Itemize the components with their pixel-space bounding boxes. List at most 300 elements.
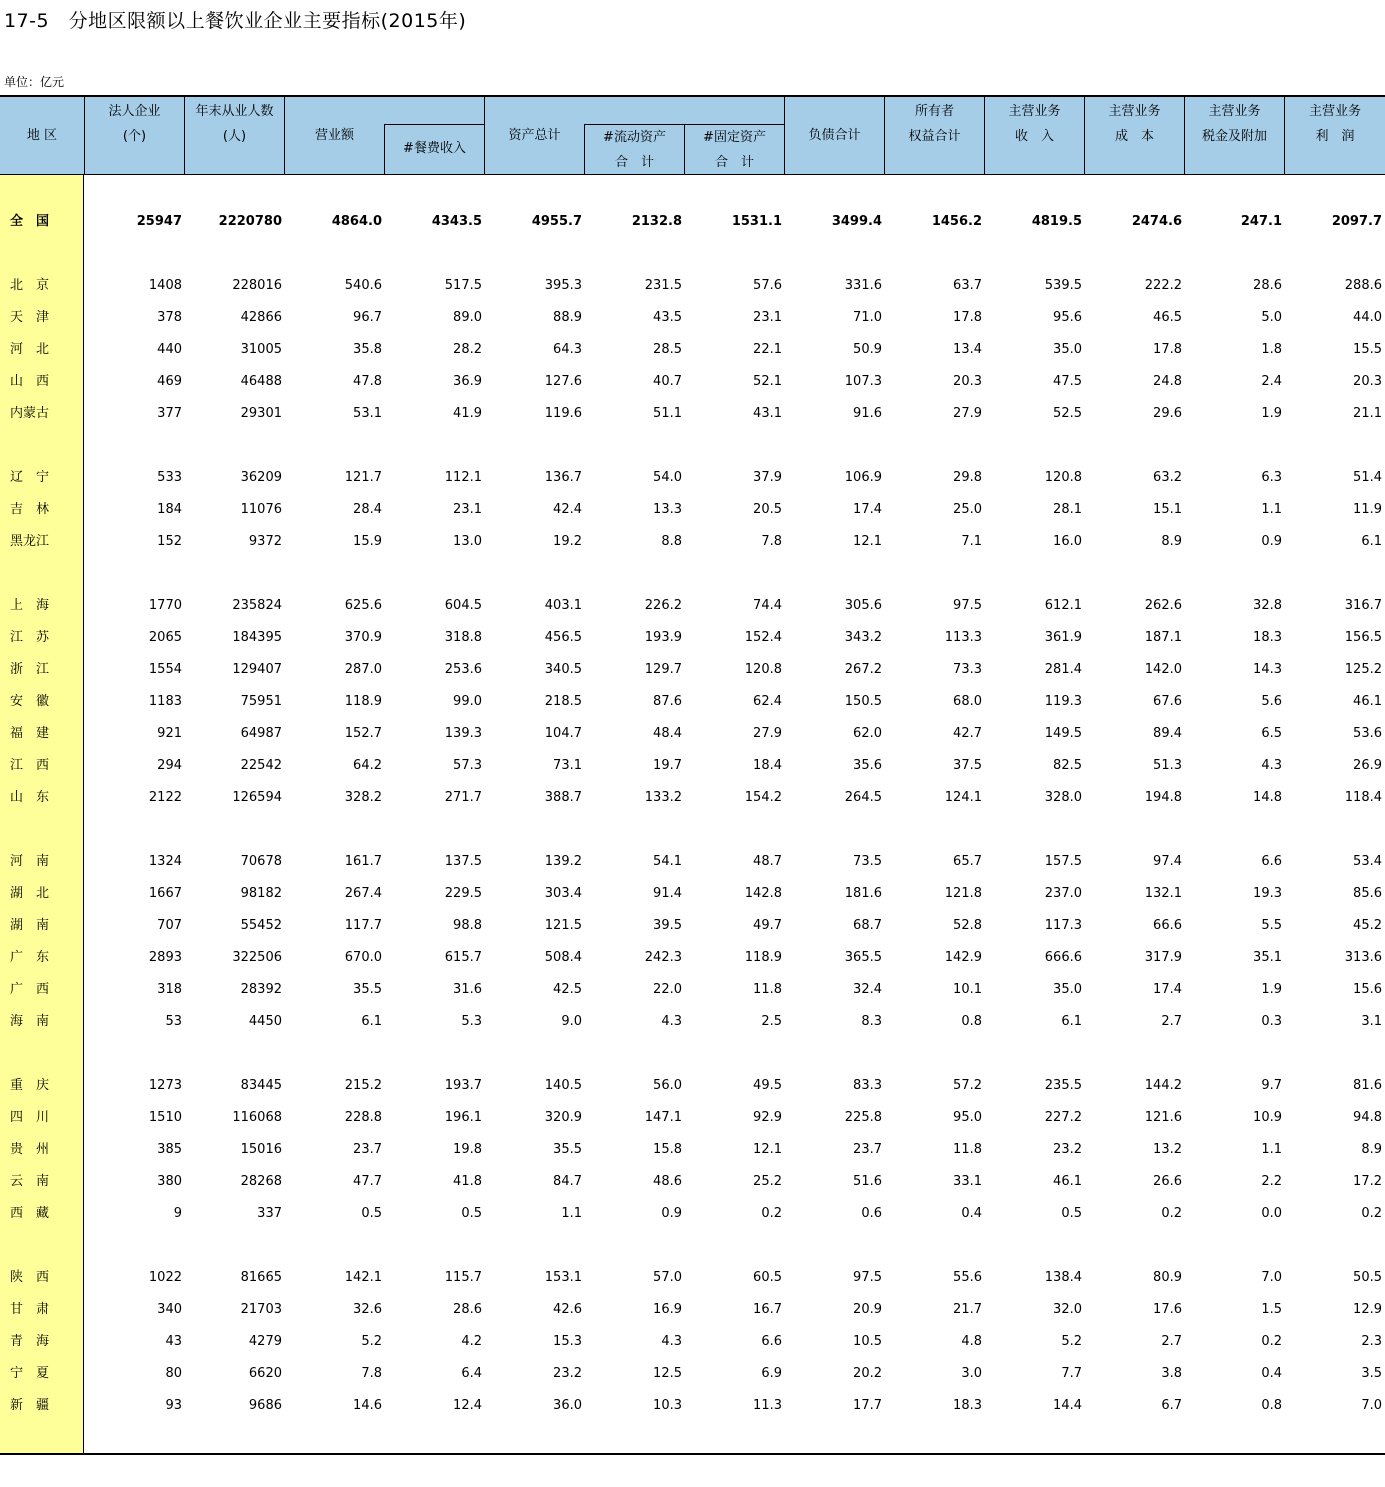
table-cell: 22542	[240, 758, 282, 773]
table-cell: 303.4	[544, 886, 582, 901]
table-cell: 19.3	[1253, 886, 1282, 901]
table-cell: 318	[157, 982, 182, 997]
table-cell: 142.9	[944, 950, 982, 965]
table-cell: 96.7	[353, 310, 382, 325]
table-cell: 48.4	[653, 726, 682, 741]
table-cell: 35.0	[1053, 342, 1082, 357]
table-cell: 28.1	[1053, 502, 1082, 517]
table-cell: 625.6	[344, 598, 382, 613]
table-cell: 120.8	[1044, 470, 1082, 485]
table-cell: 57.6	[753, 278, 782, 293]
table-cell: 0.2	[1261, 1334, 1282, 1349]
table-cell: 22.1	[753, 342, 782, 357]
table-cell: 361.9	[1044, 630, 1082, 645]
table-cell: 142.0	[1144, 662, 1182, 677]
table-cell: 136.7	[544, 470, 582, 485]
table-cell: 19.8	[453, 1142, 482, 1157]
table-cell: 0.3	[1261, 1014, 1282, 1029]
table-cell: 47.8	[353, 374, 382, 389]
row-region-label: 浙 江	[10, 662, 50, 677]
table-cell: 318.8	[444, 630, 482, 645]
table-cell: 1.8	[1261, 342, 1282, 357]
table-cell: 80.9	[1153, 1270, 1182, 1285]
table-cell: 218.5	[544, 694, 582, 709]
table-cell: 615.7	[444, 950, 482, 965]
table-cell: 6.9	[761, 1366, 782, 1381]
table-cell: 1.5	[1261, 1302, 1282, 1317]
table-cell: 53.6	[1353, 726, 1382, 741]
table-row	[0, 916, 1385, 936]
row-region-label: 云 南	[10, 1174, 50, 1189]
table-cell: 0.5	[461, 1206, 482, 1221]
table-cell: 28.4	[353, 502, 382, 517]
table-cell: 41.8	[453, 1174, 482, 1189]
table-cell: 16.0	[1053, 534, 1082, 549]
table-cell: 62.4	[753, 694, 782, 709]
table-cell: 47.5	[1053, 374, 1082, 389]
table-row	[0, 1364, 1385, 1384]
table-cell: 23.1	[753, 310, 782, 325]
table-cell: 52.5	[1053, 406, 1082, 421]
table-cell: 287.0	[344, 662, 382, 677]
table-cell: 68.0	[953, 694, 982, 709]
table-cell: 138.4	[1044, 1270, 1082, 1285]
table-cell: 150.5	[844, 694, 882, 709]
table-cell: 15.6	[1353, 982, 1382, 997]
table-cell: 328.2	[344, 790, 382, 805]
table-cell: 15.8	[653, 1142, 682, 1157]
table-cell: 313.6	[1344, 950, 1382, 965]
table-cell: 120.8	[744, 662, 782, 677]
table-cell: 2.7	[1161, 1014, 1182, 1029]
table-cell: 42866	[240, 310, 282, 325]
row-region-label: 西 藏	[10, 1206, 50, 1221]
table-cell: 10.5	[853, 1334, 882, 1349]
table-cell: 156.5	[1344, 630, 1382, 645]
table-cell: 88.9	[553, 310, 582, 325]
table-cell: 7.1	[961, 534, 982, 549]
table-cell: 140.5	[544, 1078, 582, 1093]
table-cell: 1456.2	[931, 214, 982, 229]
table-cell: 26.6	[1153, 1174, 1182, 1189]
table-row	[0, 1076, 1385, 1096]
table-cell: 666.6	[1044, 950, 1082, 965]
table-cell: 46.5	[1153, 310, 1182, 325]
table-cell: 118.9	[744, 950, 782, 965]
table-cell: 117.3	[1044, 918, 1082, 933]
header-revenue: 营业额	[284, 97, 384, 175]
table-cell: 24.8	[1153, 374, 1182, 389]
table-cell: 469	[157, 374, 182, 389]
table-cell: 14.4	[1053, 1398, 1082, 1413]
table-cell: 337	[257, 1206, 282, 1221]
table-cell: 17.8	[953, 310, 982, 325]
table-cell: 517.5	[444, 278, 482, 293]
table-cell: 52.8	[953, 918, 982, 933]
table-cell: 40.7	[653, 374, 682, 389]
table-cell: 1.9	[1261, 406, 1282, 421]
table-cell: 0.0	[1261, 1206, 1282, 1221]
table-cell: 0.5	[361, 1206, 382, 1221]
table-cell: 42.7	[953, 726, 982, 741]
table-cell: 13.0	[453, 534, 482, 549]
table-cell: 1324	[148, 854, 182, 869]
header-current-assets: #流动资产 合 计	[584, 124, 684, 175]
table-cell: 118.4	[1344, 790, 1382, 805]
row-region-label: 湖 南	[10, 918, 50, 933]
table-cell: 113.3	[944, 630, 982, 645]
table-cell: 1273	[148, 1078, 182, 1093]
table-cell: 0.6	[861, 1206, 882, 1221]
table-cell: 17.6	[1153, 1302, 1182, 1317]
header-main-profit: 主营业务 利 润	[1284, 97, 1385, 175]
table-cell: 1183	[148, 694, 182, 709]
table-cell: 328.0	[1044, 790, 1082, 805]
table-cell: 320.9	[544, 1110, 582, 1125]
table-cell: 14.3	[1253, 662, 1282, 677]
table-cell: 91.6	[853, 406, 882, 421]
table-cell: 3.0	[961, 1366, 982, 1381]
table-cell: 57.2	[953, 1078, 982, 1093]
row-region-label: 山 东	[10, 790, 50, 805]
header-equity: 所有者 权益合计	[884, 97, 984, 175]
table-cell: 49.7	[753, 918, 782, 933]
row-region-label: 内蒙古	[10, 406, 50, 421]
table-cell: 1510	[148, 1110, 182, 1125]
table-row	[0, 1108, 1385, 1128]
table-cell: 7.0	[1361, 1398, 1382, 1413]
table-cell: 288.6	[1344, 278, 1382, 293]
table-cell: 152.4	[744, 630, 782, 645]
table-cell: 17.4	[853, 502, 882, 517]
table-cell: 21.7	[953, 1302, 982, 1317]
table-cell: 604.5	[444, 598, 482, 613]
table-cell: 540.6	[344, 278, 382, 293]
table-cell: 4.2	[461, 1334, 482, 1349]
header-fixed-assets: #固定资产 合 计	[684, 124, 784, 175]
table-cell: 1531.1	[731, 214, 782, 229]
table-cell: 16.9	[653, 1302, 682, 1317]
table-cell: 612.1	[1044, 598, 1082, 613]
table-cell: 8.3	[861, 1014, 882, 1029]
table-cell: 0.4	[961, 1206, 982, 1221]
table-cell: 15016	[240, 1142, 282, 1157]
table-cell: 242.3	[644, 950, 682, 965]
table-row	[0, 308, 1385, 328]
table-row	[0, 1300, 1385, 1320]
table-cell: 73.1	[553, 758, 582, 773]
table-cell: 62.0	[853, 726, 882, 741]
row-region-label: 北 京	[10, 278, 50, 293]
table-cell: 6620	[248, 1366, 282, 1381]
table-cell: 50.5	[1353, 1270, 1382, 1285]
table-cell: 1667	[148, 886, 182, 901]
table-cell: 32.8	[1253, 598, 1282, 613]
table-cell: 0.5	[1061, 1206, 1082, 1221]
table-row	[0, 692, 1385, 712]
table-cell: 46.1	[1353, 694, 1382, 709]
table-cell: 74.4	[753, 598, 782, 613]
table-cell: 31.6	[453, 982, 482, 997]
table-cell: 2.4	[1261, 374, 1282, 389]
table-cell: 48.6	[653, 1174, 682, 1189]
table-row	[0, 404, 1385, 424]
table-cell: 181.6	[844, 886, 882, 901]
row-region-label: 湖 北	[10, 886, 50, 901]
table-cell: 1408	[148, 278, 182, 293]
table-cell: 707	[157, 918, 182, 933]
row-region-label: 福 建	[10, 726, 50, 741]
table-cell: 184	[157, 502, 182, 517]
table-cell: 6.6	[1261, 854, 1282, 869]
row-region-label: 上 海	[10, 598, 50, 613]
table-cell: 57.0	[653, 1270, 682, 1285]
table-cell: 281.4	[1044, 662, 1082, 677]
table-cell: 73.3	[953, 662, 982, 677]
table-cell: 29301	[240, 406, 282, 421]
table-cell: 13.4	[953, 342, 982, 357]
row-region-label: 全 国	[10, 214, 50, 229]
table-cell: 71.0	[853, 310, 882, 325]
table-row	[0, 788, 1385, 808]
table-cell: 53.1	[353, 406, 382, 421]
table-cell: 43.1	[753, 406, 782, 421]
table-cell: 23.7	[853, 1142, 882, 1157]
table-cell: 225.8	[844, 1110, 882, 1125]
table-cell: 5.2	[361, 1334, 382, 1349]
table-cell: 121.8	[944, 886, 982, 901]
row-region-label: 新 疆	[10, 1398, 50, 1413]
table-cell: 104.7	[544, 726, 582, 741]
table-cell: 228016	[232, 278, 282, 293]
table-cell: 35.1	[1253, 950, 1282, 965]
table-cell: 45.2	[1353, 918, 1382, 933]
table-row	[0, 852, 1385, 872]
table-cell: 55452	[240, 918, 282, 933]
row-region-label: 重 庆	[10, 1078, 50, 1093]
table-cell: 6.4	[461, 1366, 482, 1381]
table-cell: 5.6	[1261, 694, 1282, 709]
table-cell: 51.3	[1153, 758, 1182, 773]
table-cell: 4343.5	[431, 214, 482, 229]
table-cell: 7.8	[361, 1366, 382, 1381]
table-row	[0, 1396, 1385, 1416]
table-cell: 670.0	[344, 950, 382, 965]
table-cell: 28392	[240, 982, 282, 997]
table-cell: 31005	[240, 342, 282, 357]
table-cell: 13.3	[653, 502, 682, 517]
row-region-label: 安 徽	[10, 694, 50, 709]
table-cell: 118.9	[344, 694, 382, 709]
table-cell: 4450	[248, 1014, 282, 1029]
table-cell: 42.6	[553, 1302, 582, 1317]
row-region-label: 河 南	[10, 854, 50, 869]
table-cell: 68.7	[853, 918, 882, 933]
table-row	[0, 340, 1385, 360]
table-cell: 8.8	[661, 534, 682, 549]
table-cell: 35.8	[353, 342, 382, 357]
table-cell: 18.3	[953, 1398, 982, 1413]
table-cell: 456.5	[544, 630, 582, 645]
table-cell: 5.2	[1061, 1334, 1082, 1349]
table-cell: 3.5	[1361, 1366, 1382, 1381]
table-cell: 13.2	[1153, 1142, 1182, 1157]
table-cell: 0.9	[1261, 534, 1282, 549]
table-cell: 54.1	[653, 854, 682, 869]
table-cell: 28268	[240, 1174, 282, 1189]
table-cell: 12.4	[453, 1398, 482, 1413]
table-cell: 112.1	[444, 470, 482, 485]
table-cell: 18.3	[1253, 630, 1282, 645]
table-cell: 35.6	[853, 758, 882, 773]
table-cell: 133.2	[644, 790, 682, 805]
table-cell: 322506	[232, 950, 282, 965]
table-cell: 28.5	[653, 342, 682, 357]
table-cell: 121.6	[1144, 1110, 1182, 1125]
table-cell: 340	[157, 1302, 182, 1317]
table-cell: 262.6	[1144, 598, 1182, 613]
table-cell: 54.0	[653, 470, 682, 485]
table-cell: 539.5	[1044, 278, 1082, 293]
header-main-tax: 主营业务 税金及附加	[1184, 97, 1284, 175]
table-cell: 193.9	[644, 630, 682, 645]
table-cell: 2097.7	[1331, 214, 1382, 229]
table-cell: 2.3	[1361, 1334, 1382, 1349]
table-cell: 28.6	[453, 1302, 482, 1317]
table-cell: 10.3	[653, 1398, 682, 1413]
table-cell: 0.2	[761, 1206, 782, 1221]
table-cell: 343.2	[844, 630, 882, 645]
table-cell: 370.9	[344, 630, 382, 645]
table-cell: 11.8	[753, 982, 782, 997]
table-cell: 154.2	[744, 790, 782, 805]
table-cell: 3499.4	[831, 214, 882, 229]
table-cell: 33.1	[953, 1174, 982, 1189]
table-cell: 253.6	[444, 662, 482, 677]
table-cell: 129.7	[644, 662, 682, 677]
table-cell: 89.0	[453, 310, 482, 325]
row-region-label: 广 西	[10, 982, 50, 997]
table-cell: 95.0	[953, 1110, 982, 1125]
row-region-label: 江 苏	[10, 630, 50, 645]
table-cell: 28.2	[453, 342, 482, 357]
table-cell: 35.0	[1053, 982, 1082, 997]
table-cell: 37.5	[953, 758, 982, 773]
table-cell: 25947	[136, 214, 182, 229]
table-cell: 35.5	[553, 1142, 582, 1157]
table-cell: 51.4	[1353, 470, 1382, 485]
table-cell: 187.1	[1144, 630, 1182, 645]
table-cell: 106.9	[844, 470, 882, 485]
table-cell: 2065	[148, 630, 182, 645]
table-cell: 4.3	[661, 1014, 682, 1029]
data-table	[0, 95, 1385, 1455]
table-cell: 10.1	[953, 982, 982, 997]
table-cell: 385	[157, 1142, 182, 1157]
table-cell: 97.4	[1153, 854, 1182, 869]
table-cell: 11.8	[953, 1142, 982, 1157]
table-cell: 115.7	[444, 1270, 482, 1285]
table-cell: 23.7	[353, 1142, 382, 1157]
table-cell: 2474.6	[1131, 214, 1182, 229]
table-cell: 378	[157, 310, 182, 325]
table-cell: 2.7	[1161, 1334, 1182, 1349]
table-cell: 36209	[240, 470, 282, 485]
table-cell: 64987	[240, 726, 282, 741]
table-cell: 51.6	[853, 1174, 882, 1189]
table-cell: 3.8	[1161, 1366, 1182, 1381]
table-cell: 6.5	[1261, 726, 1282, 741]
table-cell: 4864.0	[331, 214, 382, 229]
table-cell: 51.1	[653, 406, 682, 421]
header-enterprises: 法人企业 (个)	[84, 97, 184, 175]
table-row	[0, 468, 1385, 488]
table-cell: 193.7	[444, 1078, 482, 1093]
table-cell: 15.1	[1153, 502, 1182, 517]
row-region-label: 四 川	[10, 1110, 50, 1125]
table-cell: 388.7	[544, 790, 582, 805]
table-cell: 46.1	[1053, 1174, 1082, 1189]
table-cell: 235.5	[1044, 1078, 1082, 1093]
table-cell: 129407	[232, 662, 282, 677]
table-cell: 2220780	[218, 214, 282, 229]
table-cell: 32.0	[1053, 1302, 1082, 1317]
table-cell: 317.9	[1144, 950, 1182, 965]
row-region-label: 辽 宁	[10, 470, 50, 485]
table-cell: 50.9	[853, 342, 882, 357]
table-cell: 0.8	[961, 1014, 982, 1029]
table-cell: 53.4	[1353, 854, 1382, 869]
table-cell: 12.5	[653, 1366, 682, 1381]
table-row	[0, 1332, 1385, 1352]
table-cell: 70678	[240, 854, 282, 869]
table-cell: 7.7	[1061, 1366, 1082, 1381]
table-cell: 18.4	[753, 758, 782, 773]
table-cell: 97.5	[953, 598, 982, 613]
table-bottom-rule	[0, 1453, 1385, 1455]
table-cell: 9.7	[1261, 1078, 1282, 1093]
table-cell: 43.5	[653, 310, 682, 325]
table-cell: 331.6	[844, 278, 882, 293]
table-cell: 194.8	[1144, 790, 1182, 805]
table-cell: 8.9	[1161, 534, 1182, 549]
header-main-income: 主营业务 收 入	[984, 97, 1084, 175]
table-cell: 0.2	[1361, 1206, 1382, 1221]
table-row	[0, 1204, 1385, 1224]
table-cell: 65.7	[953, 854, 982, 869]
table-cell: 15.5	[1353, 342, 1382, 357]
table-row	[0, 596, 1385, 616]
table-cell: 84.7	[553, 1174, 582, 1189]
table-cell: 116068	[232, 1110, 282, 1125]
table-cell: 0.4	[1261, 1366, 1282, 1381]
table-cell: 20.9	[853, 1302, 882, 1317]
table-cell: 25.0	[953, 502, 982, 517]
table-cell: 32.6	[353, 1302, 382, 1317]
table-cell: 4955.7	[531, 214, 582, 229]
table-row	[0, 500, 1385, 520]
table-cell: 83445	[240, 1078, 282, 1093]
table-cell: 7.0	[1261, 1270, 1282, 1285]
row-region-label: 广 东	[10, 950, 50, 965]
table-cell: 137.5	[444, 854, 482, 869]
table-cell: 4.3	[661, 1334, 682, 1349]
table-cell: 229.5	[444, 886, 482, 901]
row-region-label: 黑龙江	[10, 534, 50, 549]
table-row-total	[0, 212, 1385, 232]
table-cell: 121.7	[344, 470, 382, 485]
table-cell: 53	[165, 1014, 182, 1029]
